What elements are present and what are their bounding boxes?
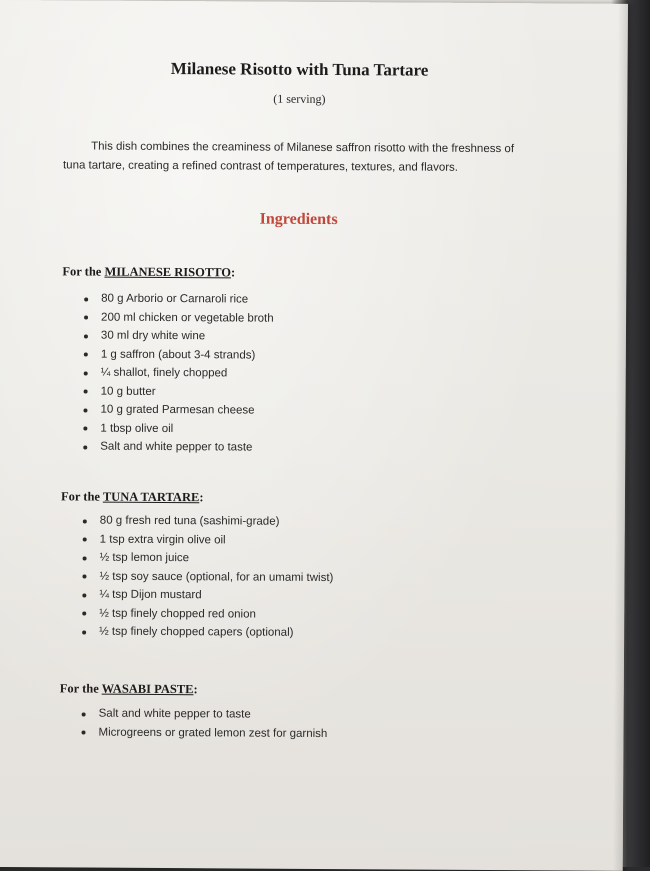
list-item [82,567,333,587]
ingredient-text: 80 g Arborio or Carnaroli rice [101,292,249,306]
bullet-icon [84,334,88,338]
group-suffix: : [230,265,236,280]
bullet-icon [82,612,86,616]
ingredient-text: ½ tsp soy sauce (optional, for an umami twist) [99,570,334,584]
list-item [83,512,334,532]
list-item [84,308,274,328]
list-item [83,530,334,550]
list-item [83,401,273,421]
ingredient-text: Salt and white pepper to taste [98,707,251,721]
group-prefix: For the [60,489,103,504]
bullet-icon [83,427,87,431]
bullet-icon [83,408,87,412]
bullet-icon [82,593,86,597]
bullet-icon [83,556,87,560]
bullet-icon [83,538,87,542]
recipe-intro: This dish combines the creaminess of Milanese saffron risotto with the freshness of tuna tartare, creating a refined contrast of temperatures, textures, and flavors. [62,140,515,174]
group-heading-wasabi [60,681,198,697]
ingredient-text: ¼ shallot, finely chopped [100,366,228,380]
group-suffix: : [193,682,198,697]
ingredient-text: Microgreens or grated lemon zest for garnish [98,726,328,740]
group-suffix: : [199,490,204,505]
ingredient-text: 30 ml dry white wine [100,329,206,343]
bullet-icon [84,390,88,394]
ingredients-heading: Ingredients [259,210,338,229]
bullet-icon [84,297,88,301]
list-item [82,623,333,643]
ingredient-text: 10 g grated Parmesan cheese [100,403,255,417]
list-item [83,419,273,439]
ingredient-text: 1 tsp extra virgin olive oil [99,533,226,546]
group-heading-risotto [62,264,235,280]
list-item [82,705,328,725]
list-item [82,604,333,624]
ingredient-text: 200 ml chicken or vegetable broth [101,311,274,325]
group-name: MILANESE RISOTTO [104,264,232,280]
ingredient-text: 1 tbsp olive oil [100,422,174,435]
bullet-icon [84,371,88,375]
bullet-icon [82,630,86,634]
recipe-title: Milanese Risotto with Tuna Tartare [170,59,429,80]
list-item [84,290,274,310]
group-name: TUNA TARTARE [102,489,200,505]
ingredient-text: ½ tsp finely chopped red onion [99,607,256,621]
ingredient-text: 10 g butter [100,385,156,398]
list-item [81,723,327,743]
bullet-icon [84,353,88,357]
group-heading-tuna [61,489,204,505]
list-item [84,345,274,365]
list-item [84,382,274,402]
ingredient-text: Salt and white pepper to taste [100,440,253,454]
bullet-icon [84,316,88,320]
group-name: WASABI PASTE [101,681,194,697]
bullet-icon [82,712,86,716]
ingredient-list-risotto [83,290,274,458]
ingredient-text: ½ tsp lemon juice [99,551,190,565]
ingredient-text: ¼ tsp Dijon mustard [99,588,202,602]
list-item [83,549,334,569]
ingredient-list-tuna [82,512,334,643]
list-item [82,586,333,606]
list-item [84,327,274,347]
bullet-icon [83,519,87,523]
ingredient-list-wasabi [81,705,327,744]
bullet-icon [83,445,87,449]
ingredient-text: 1 g saffron (about 3-4 strands) [100,348,256,362]
bullet-icon [82,575,86,579]
group-prefix: For the [62,264,105,279]
bullet-icon [82,731,86,735]
ingredient-text: 80 g fresh red tuna (sashimi-grade) [99,514,280,528]
list-item [83,438,273,458]
list-item [84,364,274,384]
ingredient-text: ½ tsp finely chopped capers (optional) [99,625,294,639]
group-prefix: For the [59,681,102,696]
serving-size: (1 serving) [273,91,326,106]
